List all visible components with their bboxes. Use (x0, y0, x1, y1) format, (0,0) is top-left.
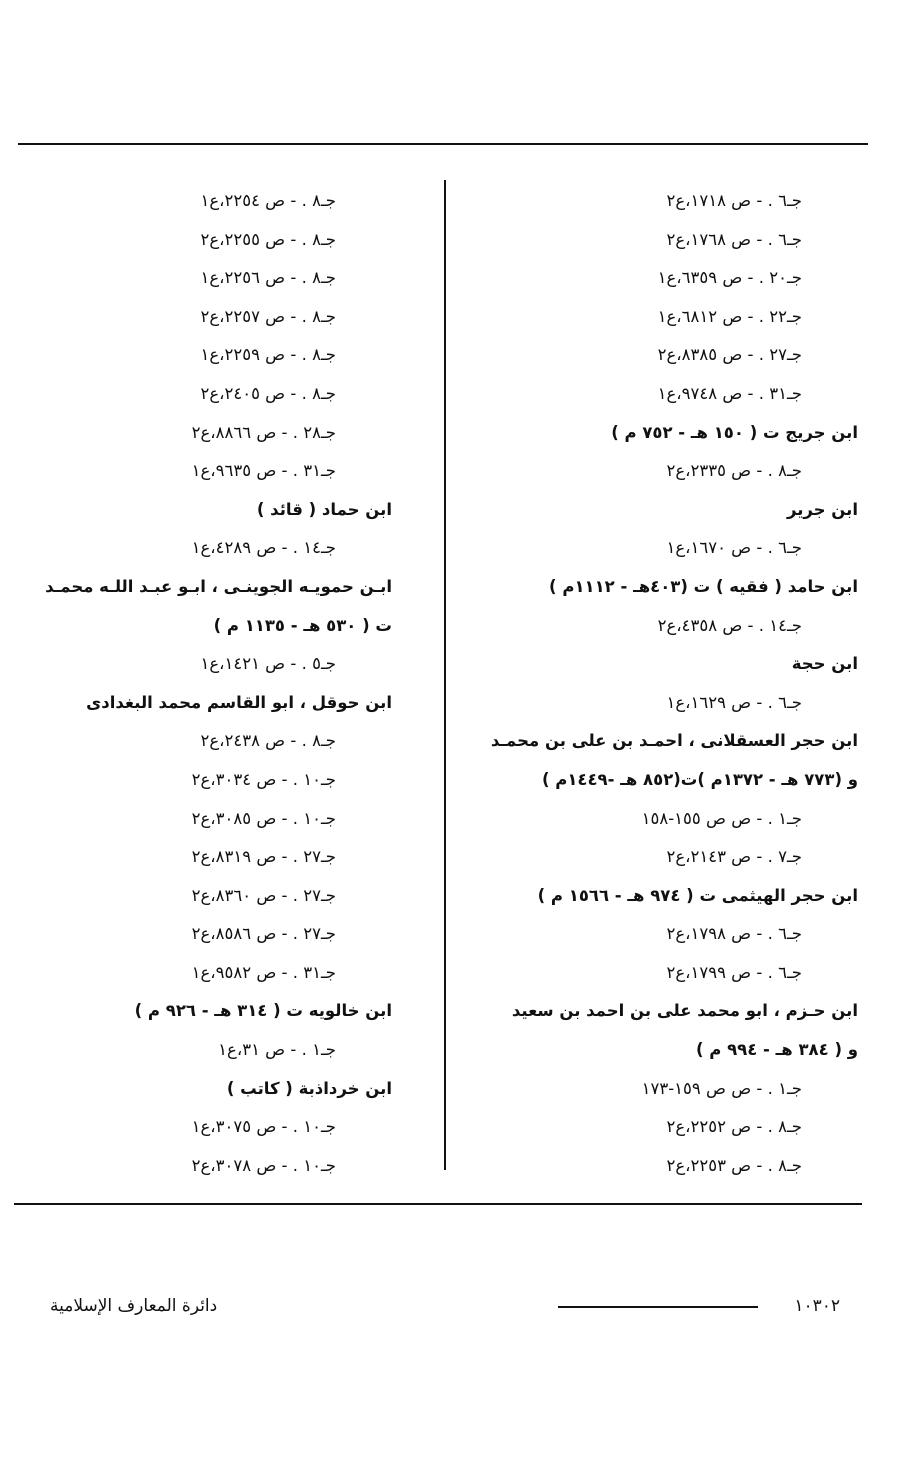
index-reference: جـ٢٨ . - ص ٨٨٦٦،ع٢ (191, 422, 336, 442)
index-heading: ابن جرير (786, 499, 858, 519)
index-reference: جـ٨ . - ص ٢٤٠٥،ع٢ (200, 383, 336, 403)
index-heading: ابن حجر الهيثمى ت ( ٩٧٤ هـ - ١٥٦٦ م ) (537, 885, 858, 905)
index-reference: جـ٦ . - ص ١٧٩٨،ع٢ (666, 924, 802, 944)
index-reference: جـ١ . - ص ص ١٥٥-١٥٨ (641, 808, 802, 828)
index-heading: ابن جريج ت ( ١٥٠ هـ - ٧٥٢ م ) (611, 422, 858, 442)
index-reference: جـ٨ . - ص ٢٢٥٥،ع٢ (200, 229, 336, 249)
footer-rule-right (558, 1306, 758, 1308)
index-reference: جـ١٠ . - ص ٣٠٣٤،ع٢ (191, 769, 336, 789)
index-reference: جـ٨ . - ص ٢٢٥٤،ع١ (200, 191, 336, 210)
index-heading: ابن حجر العسقلانى ، احمـد بن على بن محمـد (490, 731, 858, 751)
left-column (20, 182, 392, 1185)
index-reference: جـ١٤ . - ص ٤٣٥٨،ع٢ (657, 615, 802, 635)
index-heading: ابن حامد ( فقيه ) ت (٤٠٣هـ - ١١١٢م ) (549, 576, 858, 596)
index-reference: جـ٨ . - ص ٢٣٣٥،ع٢ (666, 461, 802, 481)
index-heading: ت ( ٥٣٠ هـ - ١١٣٥ م ) (213, 615, 392, 635)
bottom-rule (14, 1203, 862, 1205)
index-reference: جـ١ . - ص ص ١٥٩-١٧٣ (641, 1078, 802, 1098)
index-reference: جـ٢٠ . - ص ٦٣٥٩،ع١ (657, 268, 802, 288)
index-reference: جـ٢٧ . - ص ٨٣٨٥،ع٢ (657, 345, 802, 365)
index-reference: جـ٢٧ . - ص ٨٥٨٦،ع٢ (191, 924, 336, 944)
index-reference: جـ٨ . - ص ٢٢٥٧،ع٢ (200, 306, 336, 326)
index-heading: ابن حوقل ، ابو القاسم محمد البغدادى (86, 692, 392, 712)
index-reference: جـ٨ . - ص ٢٢٥٩،ع١ (200, 345, 336, 365)
index-reference: جـ٦ . - ص ١٧٦٨،ع٢ (666, 229, 802, 249)
index-heading: ابن خالويه ت ( ٣١٤ هـ - ٩٢٦ م ) (134, 1001, 392, 1021)
index-heading: ابن حماد ( قائد ) (256, 499, 392, 519)
index-reference: جـ٦ . - ص ١٧٩٩،ع٢ (666, 962, 802, 982)
index-reference: جـ٣١ . - ص ٩٦٣٥،ع١ (191, 461, 336, 481)
page-number: ١٠٣٠٢ (794, 1296, 840, 1316)
index-reference: جـ٨ . - ص ٢٢٥٦،ع١ (200, 268, 336, 288)
publication-title: دائرة المعارف الإسلامية (50, 1296, 218, 1316)
index-reference: جـ٣١ . - ص ٩٥٨٢،ع١ (191, 962, 336, 982)
index-reference: جـ١٠ . - ص ٣٠٧٥،ع١ (191, 1117, 336, 1137)
index-reference: جـ٥ . - ص ١٤٢١،ع١ (200, 654, 336, 674)
index-reference: جـ١٠ . - ص ٣٠٨٥،ع٢ (191, 808, 336, 828)
index-heading: و (٧٧٣ هـ - ١٣٧٢م )ت(٨٥٢ هـ -١٤٤٩م ) (541, 769, 858, 789)
index-reference: جـ٣١ . - ص ٩٧٤٨،ع١ (657, 383, 802, 403)
index-reference: جـ٨ . - ص ٢٤٣٨،ع٢ (200, 731, 336, 751)
index-heading: ابن حجة (791, 654, 858, 674)
index-reference: جـ١٠ . - ص ٣٠٧٨،ع٢ (191, 1155, 336, 1175)
index-reference: جـ٢٧ . - ص ٨٣١٩،ع٢ (191, 847, 336, 867)
index-heading: ابن حـزم ، ابو محمد على بن احمد بن سعيد (511, 1001, 858, 1021)
index-heading: ابن خرداذبة ( كاتب ) (226, 1078, 392, 1098)
page-footer (50, 1286, 840, 1326)
index-heading: و ( ٣٨٤ هـ - ٩٩٤ م ) (695, 1040, 858, 1060)
right-column (470, 182, 858, 1185)
index-reference: جـ٦ . - ص ١٦٢٩،ع١ (666, 692, 802, 712)
index-reference: جـ١٤ . - ص ٤٢٨٩،ع١ (191, 538, 336, 558)
index-reference: جـ٢٧ . - ص ٨٣٦٠،ع٢ (191, 885, 336, 905)
top-rule (18, 143, 868, 145)
index-reference: جـ١ . - ص ٣١،ع١ (218, 1040, 336, 1060)
index-reference: جـ٧ . - ص ٢١٤٣،ع٢ (666, 847, 802, 867)
column-divider (444, 180, 446, 1170)
index-reference: جـ٨ . - ص ٢٢٥٣،ع٢ (666, 1155, 802, 1175)
index-reference: جـ٦ . - ص ١٧١٨،ع٢ (666, 191, 802, 210)
index-reference: جـ٢٢ . - ص ٦٨١٢،ع١ (657, 306, 802, 326)
index-heading: ابـن حمويـه الجوينـى ، ابـو عبـد اللـه محمـد (45, 576, 392, 596)
index-reference: جـ٦ . - ص ١٦٧٠،ع١ (666, 538, 802, 558)
index-reference: جـ٨ . - ص ٢٢٥٢،ع٢ (666, 1117, 802, 1137)
